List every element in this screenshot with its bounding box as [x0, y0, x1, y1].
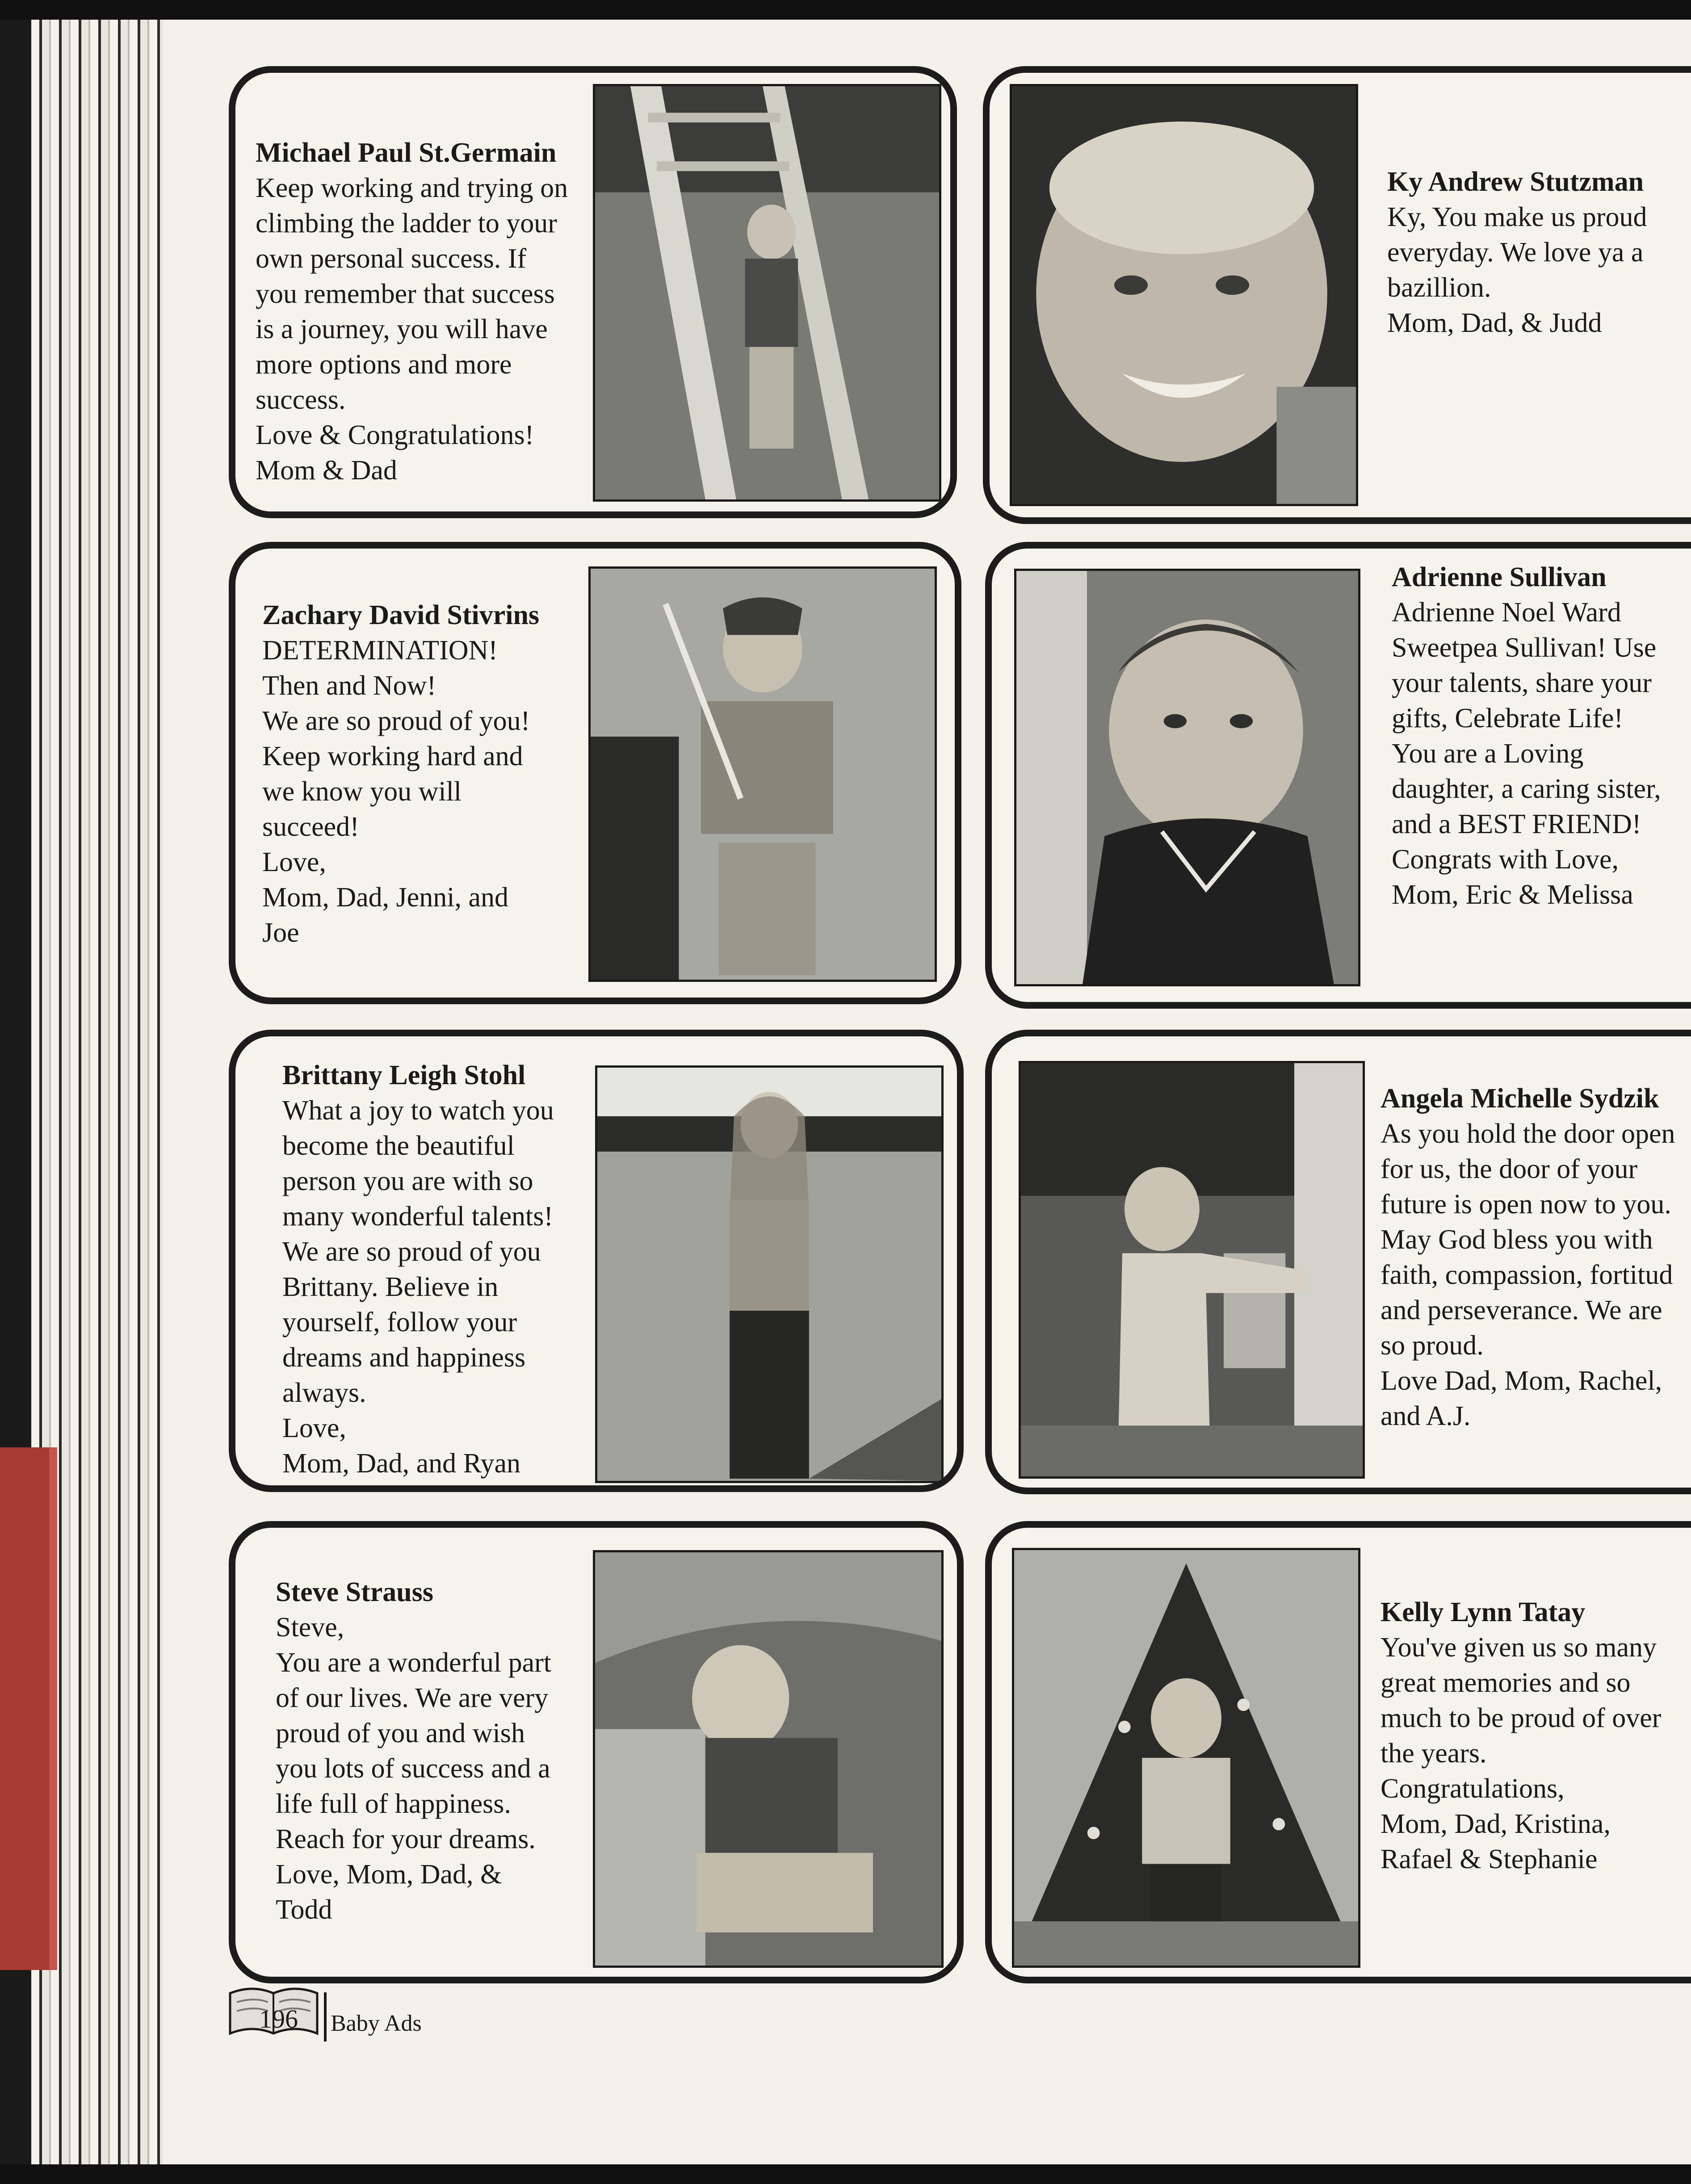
ad-text: [282, 1058, 554, 1481]
ad-line: Mom, Dad, Kristina,: [1380, 1809, 1611, 1839]
ad-line: everyday. We love ya a: [1387, 237, 1644, 268]
ad-line: Adrienne Noel Ward: [1392, 597, 1621, 628]
ad-line: Todd: [276, 1895, 332, 1925]
ad-name: Michael Paul St.Germain: [256, 138, 557, 168]
ad-name: Zachary David Stivrins: [262, 600, 540, 630]
ad-line: Love & Congratulations!: [256, 420, 534, 450]
page-top-edge: [0, 0, 1691, 20]
ad-line: Reach for your dreams.: [276, 1824, 536, 1854]
ad-line: daughter, a caring sister,: [1392, 774, 1661, 804]
spine-red-band: [0, 1447, 49, 1970]
door-toddler-photo: [1019, 1061, 1365, 1479]
ad-line: life full of happiness.: [276, 1789, 511, 1819]
ad-line: succeed!: [262, 812, 359, 842]
ad-line: success.: [256, 385, 346, 415]
ad-line: many wonderful talents!: [282, 1201, 554, 1232]
ad-line: Sweetpea Sullivan! Use: [1392, 633, 1657, 663]
ad-name: Angela Michelle Sydzik: [1380, 1083, 1659, 1114]
ad-name: Steve Strauss: [276, 1577, 434, 1607]
ad-line: Mom, Dad, & Judd: [1387, 308, 1602, 338]
footer-divider: [324, 1992, 327, 2041]
ad-name: Adrienne Sullivan: [1392, 562, 1607, 592]
ad-line: bazillion.: [1387, 272, 1491, 303]
ad-line: more options and more: [256, 349, 512, 380]
ad-line: Keep working hard and: [262, 741, 523, 771]
ad-line: and perseverance. We are: [1380, 1295, 1662, 1325]
ad-line: of our lives. We are very: [276, 1683, 549, 1713]
ad-line: Steve,: [276, 1612, 344, 1643]
ad-text: [1392, 560, 1661, 913]
ad-line: always.: [282, 1378, 366, 1408]
ad-line: Mom & Dad: [256, 455, 397, 486]
ad-text: [1380, 1081, 1675, 1434]
ad-text: [256, 135, 568, 488]
ad-line: Love,: [262, 847, 326, 877]
section-label: Baby Ads: [331, 2011, 422, 2036]
ad-line: Ky, You make us proud: [1387, 202, 1647, 232]
ad-card-angela: [985, 1030, 1691, 1494]
ad-card-brittany: [229, 1030, 964, 1492]
ad-line: Rafael & Stephanie: [1380, 1844, 1598, 1874]
baby-sailor-photo: [1014, 569, 1360, 986]
ad-line: We are so proud of you!: [262, 706, 530, 736]
ad-line: We are so proud of you: [282, 1237, 541, 1267]
ad-line: much to be proud of over: [1380, 1703, 1662, 1733]
ad-name: Ky Andrew Stutzman: [1387, 167, 1644, 197]
ad-text: [1380, 1595, 1661, 1877]
page-number: 196: [259, 2004, 298, 2033]
ad-line: your talents, share your: [1392, 668, 1652, 698]
ad-line: You are a Loving: [1392, 738, 1584, 769]
ad-line: gifts, Celebrate Life!: [1392, 703, 1624, 734]
ad-text: [262, 598, 539, 951]
ad-line: Love, Mom, Dad, &: [276, 1859, 502, 1890]
ad-line: and a BEST FRIEND!: [1392, 809, 1641, 839]
lake-girl-photo: [595, 1065, 944, 1483]
ad-name: Kelly Lynn Tatay: [1380, 1597, 1586, 1627]
ad-card-zachary: [229, 542, 961, 1004]
couch-baby-photo: [593, 1550, 944, 1968]
ad-line: yourself, follow your: [282, 1307, 517, 1337]
ad-line: Keep working and trying on: [256, 173, 568, 203]
ad-line: What a joy to watch you: [282, 1095, 554, 1126]
ad-line: climbing the ladder to your: [256, 208, 557, 239]
toddler-portrait-photo: [1010, 84, 1358, 506]
ladder-photo: [593, 84, 941, 502]
ad-line: the years.: [1380, 1738, 1487, 1769]
ad-text: [276, 1575, 551, 1928]
christmas-tree-photo: [1012, 1548, 1360, 1968]
ad-line: we know you will: [262, 776, 462, 807]
ad-line: faith, compassion, fortitud: [1380, 1260, 1673, 1290]
ad-line: Love,: [282, 1413, 346, 1443]
ad-line: Congratulations,: [1380, 1773, 1565, 1804]
ad-card-michael: [229, 66, 957, 518]
ad-line: and A.J.: [1380, 1401, 1471, 1431]
ad-line: so proud.: [1380, 1330, 1484, 1361]
ad-line: Mom, Dad, Jenni, and: [262, 882, 509, 913]
ad-card-steve: [229, 1521, 964, 1983]
ad-line: become the beautiful: [282, 1131, 515, 1161]
ad-line: Joe: [262, 918, 299, 948]
ad-line: great memories and so: [1380, 1668, 1631, 1698]
ad-line: You've given us so many: [1380, 1632, 1657, 1663]
page-bottom-edge: [0, 2164, 1691, 2184]
ad-card-kelly: [985, 1521, 1691, 1983]
ad-line: Love Dad, Mom, Rachel,: [1380, 1366, 1662, 1396]
ad-line: person you are with so: [282, 1166, 533, 1196]
ad-line: As you hold the door open: [1380, 1119, 1675, 1149]
ad-line: May God bless you with: [1380, 1224, 1653, 1255]
ad-name: Brittany Leigh Stohl: [282, 1060, 526, 1090]
ad-line: Then and Now!: [262, 671, 436, 701]
ad-line: you lots of success and a: [276, 1753, 550, 1784]
costume-boy-photo: [588, 566, 937, 982]
ad-line: Congrats with Love,: [1392, 844, 1619, 875]
ad-line: Brittany. Believe in: [282, 1272, 499, 1302]
ad-line: You are a wonderful part: [276, 1647, 551, 1678]
ad-card-adrienne: [985, 542, 1691, 1009]
ad-line: proud of you and wish: [276, 1718, 525, 1748]
ad-card-ky: [983, 66, 1691, 524]
ad-line: own personal success. If: [256, 243, 527, 274]
ad-line: Mom, Eric & Melissa: [1392, 880, 1633, 910]
spine-red-line: [49, 1447, 57, 1970]
ad-line: is a journey, you will have: [256, 314, 548, 344]
ad-line: for us, the door of your: [1380, 1154, 1638, 1184]
ad-text: [1387, 164, 1647, 341]
ad-line: Mom, Dad, and Ryan: [282, 1448, 521, 1479]
ad-line: DETERMINATION!: [262, 635, 498, 666]
ad-line: you remember that success: [256, 279, 555, 309]
ad-line: future is open now to you.: [1380, 1189, 1671, 1220]
ad-line: dreams and happiness: [282, 1342, 526, 1373]
